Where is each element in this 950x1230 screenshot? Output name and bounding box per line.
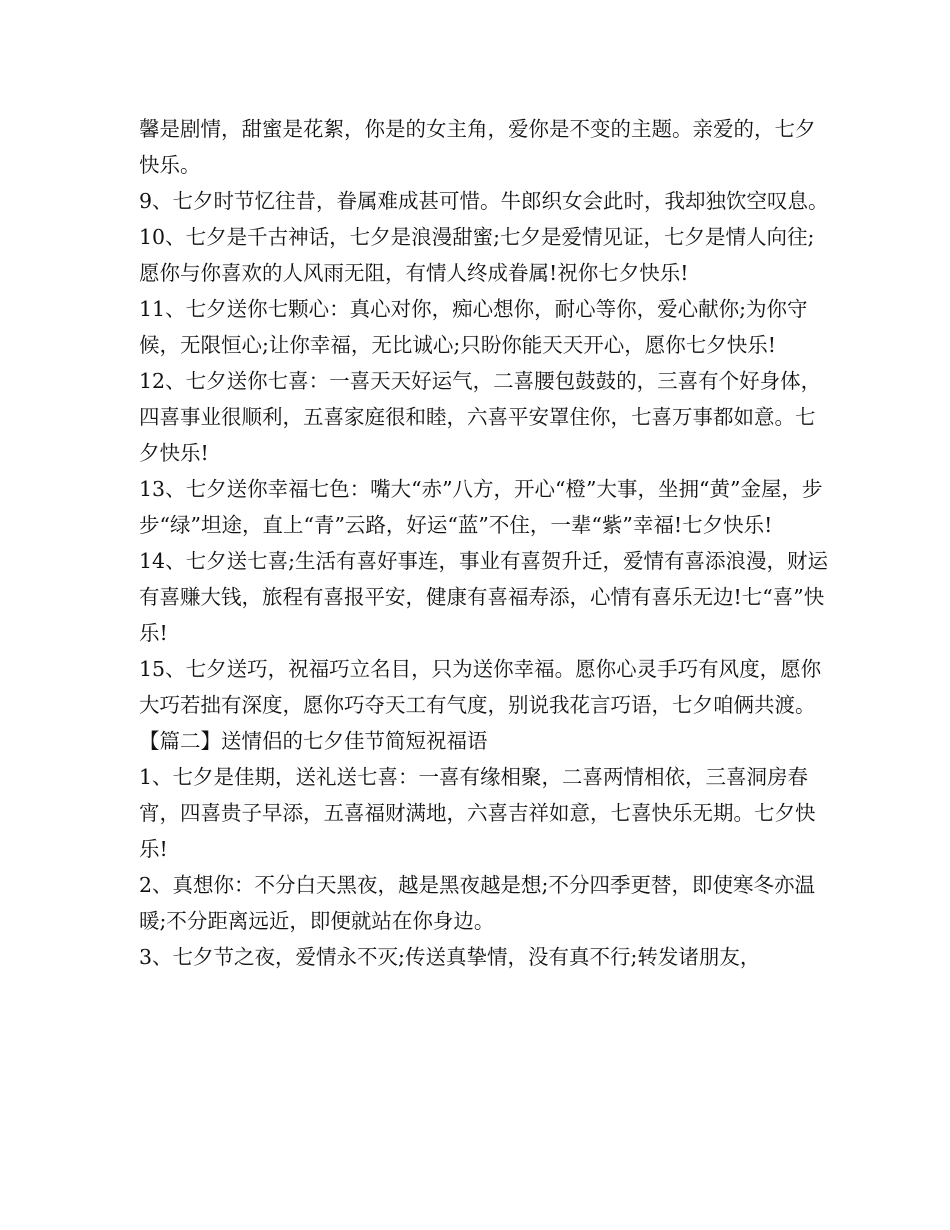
paragraph: 10、七夕是千古神话，七夕是浪漫甜蜜;七夕是爱情见证，七夕是情人向往;愿你与你喜欢的人风雨无阻，有情人终成眷属!祝你七夕快乐!: [139, 225, 815, 285]
paragraph: 9、七夕时节忆往昔，眷属难成甚可惜。牛郎织女会此时，我却独饮空叹息。: [139, 189, 829, 213]
document-body: [139, 111, 829, 975]
paragraph: 馨是剧情，甜蜜是花絮，你是的女主角，爱你是不变的主题。亲爱的，七夕快乐。: [139, 117, 816, 177]
paragraph: 13、七夕送你幸福七色：嘴大“赤”八方，开心“橙”大事，坐拥“黄”金屋，步步“绿”坦途，直上“青”云路，好运“蓝”不住，一辈“紫”幸福!七夕快乐!: [139, 477, 823, 537]
section-heading: 【篇二】送情侣的七夕佳节简短祝福语: [139, 729, 488, 753]
paragraph: 15、七夕送巧，祝福巧立名目，只为送你幸福。愿你心灵手巧有风度，愿你大巧若拙有深度，愿你巧夺天工有气度，别说我花言巧语，七夕咱俩共渡。: [139, 657, 822, 717]
paragraph: 1、七夕是佳期，送礼送七喜：一喜有缘相聚，二喜两情相依，三喜洞房春宵，四喜贵子早添，五喜福财满地，六喜吉祥如意，七喜快乐无期。七夕快乐!: [139, 765, 816, 861]
paragraph: 11、七夕送你七颗心：真心对你，痴心想你，耐心等你，爱心献你;为你守候，无限恒心;让你幸福，无比诚心;只盼你能天天开心，愿你七夕快乐!: [139, 297, 808, 357]
paragraph: 14、七夕送七喜;生活有喜好事连，事业有喜贺升迁，爱情有喜添浪漫，财运有喜赚大钱，旅程有喜报平安，健康有喜福寿添，心情有喜乐无边!七“喜”快乐!: [139, 549, 828, 645]
paragraph: 2、真想你：不分白天黑夜，越是黑夜越是想;不分四季更替，即使寒冬亦温暖;不分距离远近，即便就站在你身边。: [139, 873, 815, 933]
paragraph: 12、七夕送你七喜：一喜天天好运气，二喜腰包鼓鼓的，三喜有个好身体，四喜事业很顺利，五喜家庭很和睦，六喜平安罩住你，七喜万事都如意。七夕快乐!: [139, 369, 822, 465]
paragraph: 3、七夕节之夜，爱情永不灭;传送真挚情，没有真不行;转发诸朋友，: [139, 945, 761, 969]
